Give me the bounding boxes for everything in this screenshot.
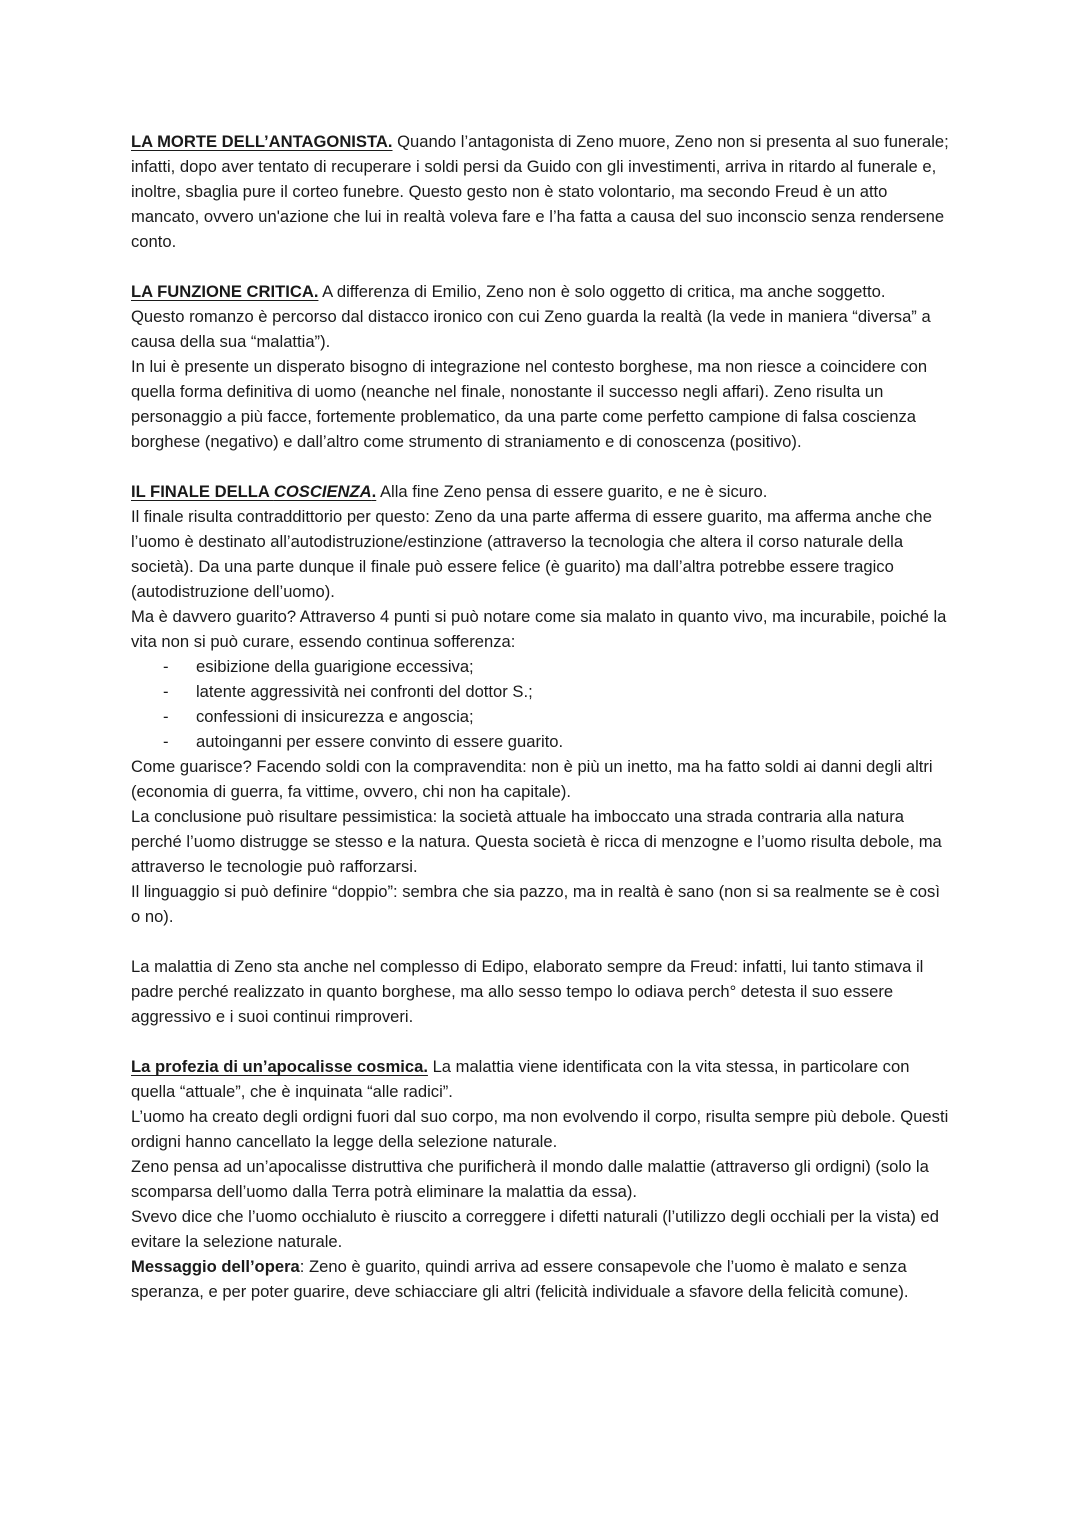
paragraph-gap — [131, 254, 951, 279]
paragraph-finale — [131, 479, 951, 504]
heading-antagonista: LA MORTE DELL’ANTAGONISTA. — [131, 132, 393, 151]
paragraph-profezia — [131, 1054, 951, 1104]
paragraph-finale-2: Il finale risulta contraddittorio per questo: Zeno da una parte afferma di essere guarito, ma afferma anche che l’uomo è destinato all’autodistruzione/estinzione (attraverso la tecnologia che altera il corso naturale della società). Da una parte dunque il finale può essere felice (è guarito) ma dall’altra potrebbe essere tragico (autodistruzione dell’uomo). — [131, 507, 932, 601]
heading-finale-post: . — [371, 482, 377, 501]
paragraph-finale-3: Ma è davvero guarito? Attraverso 4 punti si può notare come sia malato in quanto vivo, ma incurabile, poiché la vita non si può curare, essendo continua sofferenza: — [131, 607, 947, 651]
text-finale: Alla fine Zeno pensa di essere guarito, e ne è sicuro. — [376, 482, 768, 501]
paragraph-finale-5: La conclusione può risultare pessimistica: la società attuale ha imboccato una strada contraria alla natura perché l’uomo distrugge se stesso e la natura. Questa società è ricca di menzogne e l’uomo risulta debole, ma attraverso le tecnologie può rafforzarsi. — [131, 807, 942, 876]
list-item — [131, 729, 951, 754]
paragraph-gap — [131, 1029, 951, 1054]
text-antagonista: Quando l’antagonista di Zeno muore, Zeno non si presenta al suo funerale; infatti, dopo aver tentato di recuperare i soldi persi da Guido con gli investimenti, arriva in ritardo al funerale e, inoltre, sbaglia pure il corteo funebre. Questo gesto non è stato volontario, ma secondo Freud è un atto mancato, ovvero un'azione che lui in realtà voleva fare e l’ha fatta a causa del suo inconscio senza rendersene conto. — [131, 132, 949, 251]
list-item-text: latente aggressività nei confronti del dottor S.; — [196, 682, 533, 701]
paragraph-funzione-2: Questo romanzo è percorso dal distacco ironico con cui Zeno guarda la realtà (la vede in maniera “diversa” a causa della sua “malattia”). — [131, 307, 931, 351]
heading-finale — [131, 482, 376, 501]
text-funzione: A differenza di Emilio, Zeno non è solo oggetto di critica, ma anche soggetto. — [318, 282, 886, 301]
heading-funzione: LA FUNZIONE CRITICA. — [131, 282, 319, 301]
dash-bullet: - — [163, 682, 169, 701]
paragraph-gap — [131, 454, 951, 479]
paragraph-funzione — [131, 279, 951, 304]
paragraph-funzione-3: In lui è presente un disperato bisogno di integrazione nel contesto borghese, ma non riesce a coincidere con quella forma definitiva di uomo (neanche nel finale, nonostante il successo negli affari). Zeno risulta un personaggio a più facce, fortemente problematico, da una parte come perfetto campione di falsa coscienza borghese (negativo) e dall’altro come strumento di straniamento e di conoscenza (positivo). — [131, 357, 928, 451]
dash-bullet: - — [163, 732, 169, 751]
paragraph-profezia-3: Zeno pensa ad un’apocalisse distruttiva che purificherà il mondo dalle malattie (attraverso gli ordigni) (solo la scomparsa dell’uomo dalla Terra potrà eliminare la malattia da essa). — [131, 1157, 929, 1201]
paragraph-profezia-2: L’uomo ha creato degli ordigni fuori dal suo corpo, ma non evolvendo il corpo, risulta sempre più debole. Questi ordigni hanno cancellato la legge della selezione naturale. — [131, 1107, 949, 1151]
list-item-text: confessioni di insicurezza e angoscia; — [196, 707, 474, 726]
list-item-text: autoinganni per essere convinto di essere guarito. — [196, 732, 564, 751]
paragraph-antagonista — [131, 129, 951, 254]
heading-finale-pre: IL FINALE DELLA — [131, 482, 274, 501]
list-item — [131, 679, 951, 704]
list-item — [131, 654, 951, 679]
heading-finale-em: COSCIENZA — [273, 482, 372, 501]
list-item — [131, 704, 951, 729]
text-profezia: La malattia viene identificata con la vita stessa, in particolare con quella “attuale”, che è inquinata “alle radici”. — [131, 1057, 910, 1101]
dash-bullet: - — [163, 707, 169, 726]
paragraph-edipo: La malattia di Zeno sta anche nel complesso di Edipo, elaborato sempre da Freud: infatti, lui tanto stimava il padre perché realizzato in quanto borghese, ma allo sesso tempo lo odiava perch° detesta il suo essere aggressivo e i suoi continui rimproveri. — [131, 957, 924, 1026]
symptom-list — [131, 654, 951, 754]
paragraph-profezia-4: Svevo dice che l’uomo occhialuto è riuscito a correggere i difetti naturali (l’utilizzo degli occhiali per la vista) ed evitare la selezione naturale. — [131, 1207, 939, 1251]
messaggio-label: Messaggio dell’opera — [131, 1257, 300, 1276]
paragraph-messaggio — [131, 1254, 951, 1304]
list-item-text: esibizione della guarigione eccessiva; — [196, 657, 474, 676]
paragraph-finale-6: Il linguaggio si può definire “doppio”: sembra che sia pazzo, ma in realtà è sano (non si sa realmente se è così o no). — [131, 882, 940, 926]
paragraph-finale-4: Come guarisce? Facendo soldi con la compravendita: non è più un inetto, ma ha fatto soldi ai danni degli altri (economia di guerra, fa vittime, ovvero, chi non ha capitale). — [131, 757, 933, 801]
paragraph-gap — [131, 929, 951, 954]
messaggio-text: : Zeno è guarito, quindi arriva ad essere consapevole che l’uomo è malato e senza speranza, e per poter guarire, deve schiacciare gli altri (felicità individuale a sfavore della felicità comune). — [131, 1257, 909, 1301]
dash-bullet: - — [163, 657, 169, 676]
document-page — [131, 129, 951, 1304]
heading-profezia: La profezia di un’apocalisse cosmica. — [131, 1057, 428, 1076]
